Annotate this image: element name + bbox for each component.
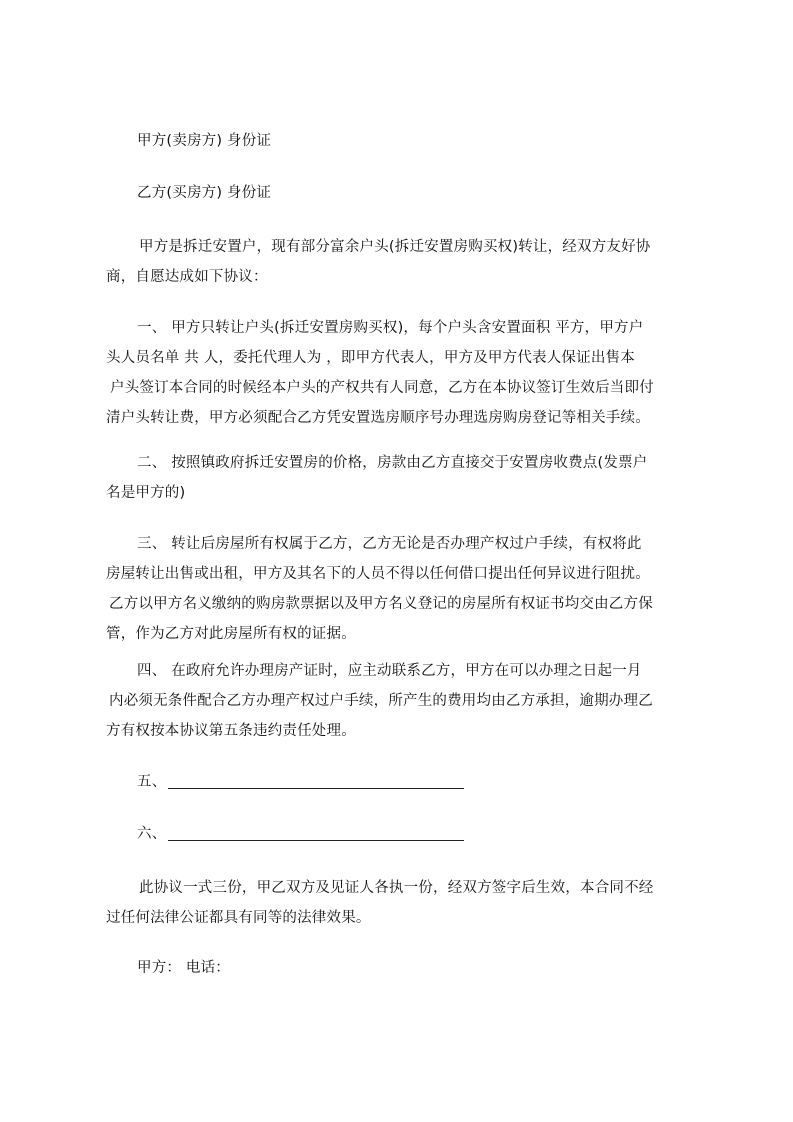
clause-2-line-1: 二、 按照镇政府拆迁安置房的价格，房款由乙方直接交于安置房收费点(发票户 — [137, 455, 648, 471]
clause-6-label: 六、 — [137, 826, 167, 842]
party-a-header: 甲方(卖房方) 身份证 — [137, 133, 272, 149]
intro-line-1: 甲方是拆迁安置户，现有部分富余户头(拆迁安置房购买权)转让，经双方友好协 — [139, 239, 651, 255]
clause-3-line-4: 管，作为乙方对此房屋所有权的证据。 — [106, 626, 356, 642]
clause-6 — [137, 824, 464, 844]
clause-4-line-2: 内必须无条件配合乙方办理产权过户手续，所产生的费用均由乙方承担，逾期办理乙 — [109, 693, 653, 709]
clause-3 — [106, 529, 653, 649]
clause-5-label: 五、 — [137, 774, 167, 790]
clause-1-line-4: 清户头转让费，甲方必须配合乙方凭安置选房顺序号办理选房购房登记等相关手续。 — [106, 410, 650, 426]
clause-1-line-3: 户头签订本合同的时候经本户头的产权共有人同意，乙方在本协议签订生效后当即付 — [110, 380, 654, 396]
closing-paragraph — [106, 873, 654, 933]
closing-line-1: 此协议一式三份，甲乙双方及见证人各执一份，经双方签字后生效，本合同不经 — [139, 880, 654, 896]
clause-1 — [106, 313, 654, 433]
intro-line-2: 商，自愿达成如下协议： — [106, 269, 268, 285]
clause-4-line-3: 方有权按本协议第五条违约责任处理。 — [106, 723, 356, 739]
clause-2-line-2: 名是甲方的) — [106, 485, 186, 501]
clause-3-line-3: 乙方以甲方名义缴纳的购房款票据以及甲方名义登记的房屋所有权证书均交由乙方保 — [109, 596, 653, 612]
intro-paragraph — [106, 232, 651, 292]
clause-5-blank — [168, 787, 464, 789]
clause-3-line-2: 房屋转让出售或出租，甲方及其名下的人员不得以任何借口提出任何异议进行阻扰。 — [106, 566, 650, 582]
clause-6-blank — [168, 839, 464, 841]
clause-1-line-2: 头人员名单 共 人，委托代理人为 ，即甲方代表人，甲方及甲方代表人保证出售本 — [106, 350, 635, 366]
clause-2 — [106, 448, 647, 508]
clause-5 — [137, 772, 464, 792]
clause-4 — [106, 656, 653, 746]
clause-1-line-1: 一、 甲方只转让户头(拆迁安置房购买权)，每个户头含安置面积 平方，甲方户 — [137, 320, 644, 336]
clause-3-line-1: 三、 转让后房屋所有权属于乙方，乙方无论是否办理产权过户手续，有权将此 — [137, 536, 642, 552]
clause-4-line-1: 四、 在政府允许办理房产证时，应主动联系乙方，甲方在可以办理之日起一月 — [137, 663, 642, 679]
party-b-header: 乙方(买房方) 身份证 — [137, 185, 272, 201]
closing-line-2: 过任何法律公证都具有同等的法律效果。 — [106, 910, 371, 926]
signature-line: 甲方： 电话： — [137, 960, 231, 976]
